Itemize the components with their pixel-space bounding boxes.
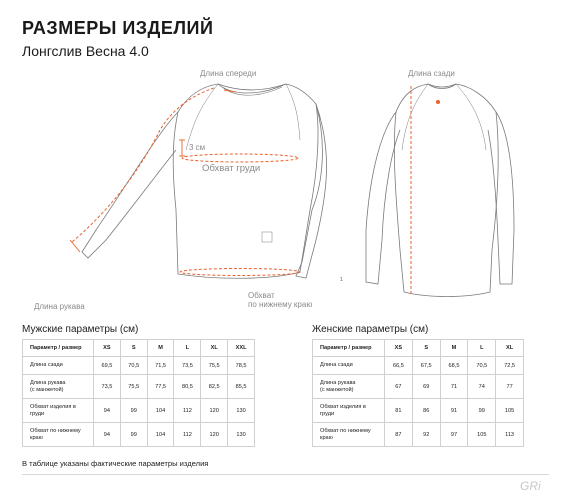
- hem-girth-label-2: по нижнему краю: [248, 300, 313, 309]
- product-name: Лонгслив Весна 4.0: [22, 43, 149, 59]
- table-cell: 99: [468, 399, 496, 423]
- table-cell: 130: [228, 399, 255, 423]
- table-cell: 130: [228, 423, 255, 447]
- table-cell: 86: [412, 399, 440, 423]
- table-cell: 67: [385, 375, 413, 399]
- table-cell: 80,5: [174, 375, 201, 399]
- table-header-cell: S: [412, 340, 440, 357]
- table-cell: 91: [440, 399, 468, 423]
- table-cell: 73,5: [94, 375, 121, 399]
- hem-girth-label-1: Обхват: [248, 291, 275, 300]
- brand-logo: GRi: [520, 479, 541, 493]
- table-cell: 85,5: [228, 375, 255, 399]
- table-cell: 69: [412, 375, 440, 399]
- table-row: [23, 399, 255, 423]
- table-header-cell: L: [174, 340, 201, 357]
- table-header-cell: XXL: [228, 340, 255, 357]
- table-header-cell: Параметр / размер: [23, 340, 94, 357]
- row-label: Обхват изделия в груди: [23, 399, 94, 423]
- row-label: Длина сзади: [23, 357, 94, 375]
- chest-girth-label: Обхват груди: [202, 163, 261, 174]
- table-cell: 120: [201, 399, 228, 423]
- table-cell: 69,5: [94, 357, 121, 375]
- women-size-table: [312, 339, 524, 447]
- table-header-cell: S: [120, 340, 147, 357]
- table-cell: 73,5: [174, 357, 201, 375]
- marker-number: 1: [340, 277, 343, 283]
- table-cell: 70,5: [468, 357, 496, 375]
- three-cm-label: 3 см: [189, 143, 206, 152]
- table-header-cell: M: [147, 340, 174, 357]
- back-view-shirt: [366, 84, 514, 297]
- women-table-title: Женские параметры (см): [312, 324, 429, 335]
- table-cell: 94: [94, 399, 121, 423]
- table-cell: 77: [496, 375, 524, 399]
- table-cell: 72,5: [496, 357, 524, 375]
- table-row: [23, 423, 255, 447]
- row-label: Длина рукава (с манжетой): [313, 375, 385, 399]
- table-cell: 104: [147, 423, 174, 447]
- garment-illustration: [0, 60, 562, 320]
- table-header-cell: Параметр / размер: [313, 340, 385, 357]
- table-header-cell: M: [440, 340, 468, 357]
- table-cell: 67,5: [412, 357, 440, 375]
- table-cell: 70,5: [120, 357, 147, 375]
- table-cell: 105: [496, 399, 524, 423]
- table-cell: 99: [120, 399, 147, 423]
- table-cell: 68,5: [440, 357, 468, 375]
- page-title: РАЗМЕРЫ ИЗДЕЛИЙ: [22, 18, 214, 38]
- row-label: Обхват по нижнему краю: [23, 423, 94, 447]
- table-cell: 113: [496, 423, 524, 447]
- table-row: [313, 423, 524, 447]
- back-dot-marker: [436, 100, 440, 104]
- sleeve-length-label: Длина рукава: [34, 302, 85, 311]
- table-header-row: [313, 340, 524, 357]
- men-table-title: Мужские параметры (см): [22, 324, 139, 335]
- table-cell: 71: [440, 375, 468, 399]
- row-label: Обхват по нижнему краю: [313, 423, 385, 447]
- table-cell: 120: [201, 423, 228, 447]
- table-row: [23, 375, 255, 399]
- table-cell: 97: [440, 423, 468, 447]
- table-header-cell: XL: [496, 340, 524, 357]
- table-cell: 104: [147, 399, 174, 423]
- table-cell: 112: [174, 423, 201, 447]
- table-cell: 112: [174, 399, 201, 423]
- front-measurements: [72, 88, 300, 276]
- table-cell: 77,5: [147, 375, 174, 399]
- footnote: В таблице указаны фактические параметры изделия: [22, 459, 209, 468]
- table-cell: 92: [412, 423, 440, 447]
- table-cell: 66,5: [385, 357, 413, 375]
- table-row: [313, 399, 524, 423]
- table-cell: 71,5: [147, 357, 174, 375]
- divider: [22, 474, 549, 475]
- men-size-table: [22, 339, 255, 447]
- table-cell: 81: [385, 399, 413, 423]
- table-cell: 75,5: [201, 357, 228, 375]
- table-row: [313, 357, 524, 375]
- table-header-cell: L: [468, 340, 496, 357]
- front-view-shirt: [82, 84, 327, 278]
- row-label: Длина сзади: [313, 357, 385, 375]
- table-cell: 99: [120, 423, 147, 447]
- back-length-label: Длина сзади: [408, 69, 455, 78]
- table-row: [23, 357, 255, 375]
- row-label: Обхват изделия в груди: [313, 399, 385, 423]
- front-length-label: Длина спереди: [200, 69, 257, 78]
- table-cell: 75,5: [120, 375, 147, 399]
- table-header-row: [23, 340, 255, 357]
- table-cell: 74: [468, 375, 496, 399]
- row-label: Длина рукава (с манжетой): [23, 375, 94, 399]
- table-cell: 87: [385, 423, 413, 447]
- table-cell: 78,5: [228, 357, 255, 375]
- table-cell: 94: [94, 423, 121, 447]
- table-header-cell: XS: [385, 340, 413, 357]
- table-header-cell: XL: [201, 340, 228, 357]
- table-cell: 82,5: [201, 375, 228, 399]
- table-cell: 105: [468, 423, 496, 447]
- table-row: [313, 375, 524, 399]
- table-header-cell: XS: [94, 340, 121, 357]
